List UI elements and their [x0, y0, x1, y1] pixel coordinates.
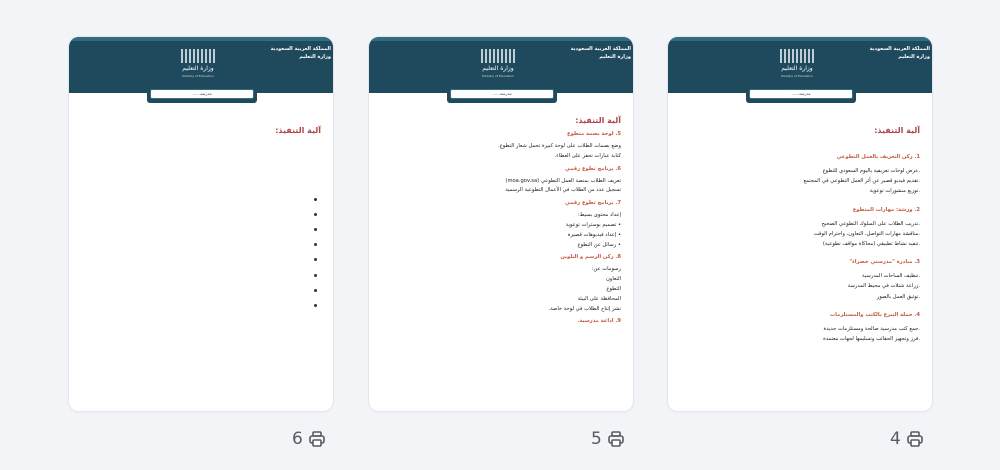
- school-tab: [147, 87, 257, 103]
- text-line: • تصميم بوسترات توعوية: [565, 222, 621, 228]
- header-band: [69, 37, 333, 41]
- logo-dots-icon: [181, 49, 215, 63]
- logo-arabic: وزارة التعليم: [182, 65, 214, 72]
- page-thumbnail-5[interactable]: [369, 37, 633, 411]
- header-band: [369, 37, 633, 41]
- page-number-6: [292, 428, 326, 450]
- empty-bullet: [314, 258, 317, 261]
- text-line: التعاون: [606, 276, 621, 283]
- kingdom-line1: المملكة العربية السعودية: [869, 46, 930, 52]
- page-header: [369, 37, 633, 93]
- ministry-line: وزارة التعليم: [599, 54, 631, 60]
- section-heading: 7. برنامج تطوع رقمي: [565, 200, 621, 207]
- text-line: تعريف الطلاب بمنصة العمل التطوعي (moa.gov.sa): [505, 177, 621, 184]
- section-heading: 2. ورشة: مهارات المتطوع: [852, 206, 920, 213]
- page-thumbnail-4[interactable]: [668, 37, 932, 411]
- section-title: آلية التنفيذ:: [874, 126, 920, 135]
- empty-bullet: [314, 228, 317, 231]
- logo-dots-icon: [780, 49, 814, 63]
- text-line: .فرز وتجهيز الحقائب وتسليمها لجهات معتمدة: [823, 336, 920, 342]
- text-line: رسومات عن:: [591, 266, 621, 273]
- logo-arabic: وزارة التعليم: [781, 65, 813, 72]
- text-line: .مناقشة مهارات التواصل، التعاون، واحترام الوقت: [813, 230, 920, 237]
- kingdom-line1: المملكة العربية السعودية: [270, 46, 331, 52]
- kingdom-line1: المملكة العربية السعودية: [570, 46, 631, 52]
- page-header: [668, 37, 932, 93]
- empty-bullet: [314, 274, 317, 277]
- text-line: التطوع: [606, 286, 621, 292]
- section-title: آلية التنفيذ:: [275, 126, 321, 135]
- logo-arabic: وزارة التعليم: [482, 65, 514, 72]
- text-line: .جمع كتب مدرسية صالحة ومستلزمات جديدة: [823, 325, 920, 332]
- page-number-5: [591, 428, 625, 450]
- text-line: .تدريب الطلاب على السلوك التطوعي الصحيح: [821, 220, 920, 227]
- text-line: • إعداد فيديوهات قصيرة: [567, 231, 621, 238]
- page-number-4: [890, 428, 924, 450]
- logo-english: Ministry of Education: [182, 74, 214, 78]
- page-header: [69, 37, 333, 93]
- text-line: .تقديم فيديو قصير عن أثر العمل التطوعي في المجتمع: [803, 178, 920, 185]
- text-line: .زراعة شتلات في محيط المدرسة: [847, 283, 920, 290]
- text-line: إعداد محتوى بسيط:: [577, 212, 621, 219]
- logo-dots-icon: [481, 49, 515, 63]
- section-title: آلية التنفيذ:: [575, 116, 621, 125]
- text-line: • رسائل عن التطوع: [577, 241, 621, 248]
- text-line: كتابة عبارات تحفز على العطاء.: [554, 152, 621, 159]
- ministry-line: وزارة التعليم: [898, 54, 930, 60]
- logo-english: Ministry of Education: [482, 74, 514, 78]
- page-number: 6: [292, 429, 303, 449]
- kingdom-label: [571, 45, 631, 61]
- section-heading: 4. حملة التبرع بالكتب والمستلزمات: [829, 311, 920, 318]
- school-tab: [447, 87, 557, 103]
- text-line: تسجيل عدد من الطلاب في الأعمال التطوعية الرسمية: [505, 187, 621, 194]
- ministry-line: وزارة التعليم: [299, 54, 331, 60]
- empty-bullet: [314, 243, 317, 246]
- ministry-logo: [173, 49, 223, 85]
- header-band: [668, 37, 932, 41]
- logo-english: Ministry of Education: [781, 74, 813, 78]
- section-heading: 6. برنامج تطوع رقمي: [565, 165, 621, 172]
- section-heading: 3. مبادرة "مدرستي خضراء": [849, 259, 920, 266]
- text-line: وضع بصمات الطلاب على لوحة كبيرة تحمل شعار التطوع.: [497, 143, 621, 149]
- section-heading: 1. ركن التعريف بالعمل التطوعي: [836, 154, 920, 160]
- empty-bullet: [314, 304, 317, 307]
- page-content: [369, 111, 633, 411]
- text-line: .تنظيف الساحات المدرسية: [862, 273, 920, 280]
- school-name: مدرسة......: [450, 89, 554, 99]
- empty-bullet: [314, 198, 317, 201]
- printer-icon[interactable]: [308, 430, 326, 448]
- ministry-logo: [473, 49, 523, 85]
- page-content: [668, 111, 932, 411]
- text-line: المحافظة على البيئة: [577, 295, 621, 302]
- page-thumbnail-6[interactable]: [69, 37, 333, 411]
- ministry-logo: [772, 49, 822, 85]
- text-line: .توزيع منشورات توعوية: [869, 188, 920, 195]
- text-line: .توثيق العمل بالصور: [876, 293, 920, 300]
- school-tab: [746, 87, 856, 103]
- section-heading: 9. اذاعة مدرسية.: [577, 318, 621, 325]
- page-number: 5: [591, 429, 602, 449]
- kingdom-label: [870, 45, 930, 61]
- empty-bullet: [314, 289, 317, 292]
- page-content: [69, 111, 333, 411]
- text-line: نشر إنتاج الطلاب في لوحة خاصة.: [548, 305, 621, 312]
- text-line: .تنفيذ نشاط تطبيقي (محاكاة مواقف تطوعية): [822, 241, 920, 247]
- kingdom-label: [271, 45, 331, 61]
- school-name: مدرسة......: [150, 89, 254, 99]
- school-name: مدرسة......: [749, 89, 853, 99]
- printer-icon[interactable]: [607, 430, 625, 448]
- section-heading: 5. لوحة بصمة متطوع: [567, 131, 621, 137]
- section-heading: 8. ركن الرسم و التلوين: [560, 254, 621, 261]
- page-number: 4: [890, 429, 901, 449]
- printer-icon[interactable]: [906, 430, 924, 448]
- text-line: .عرض لوحات تعريفية باليوم السعودي للتطوع: [822, 168, 920, 174]
- empty-bullet: [314, 213, 317, 216]
